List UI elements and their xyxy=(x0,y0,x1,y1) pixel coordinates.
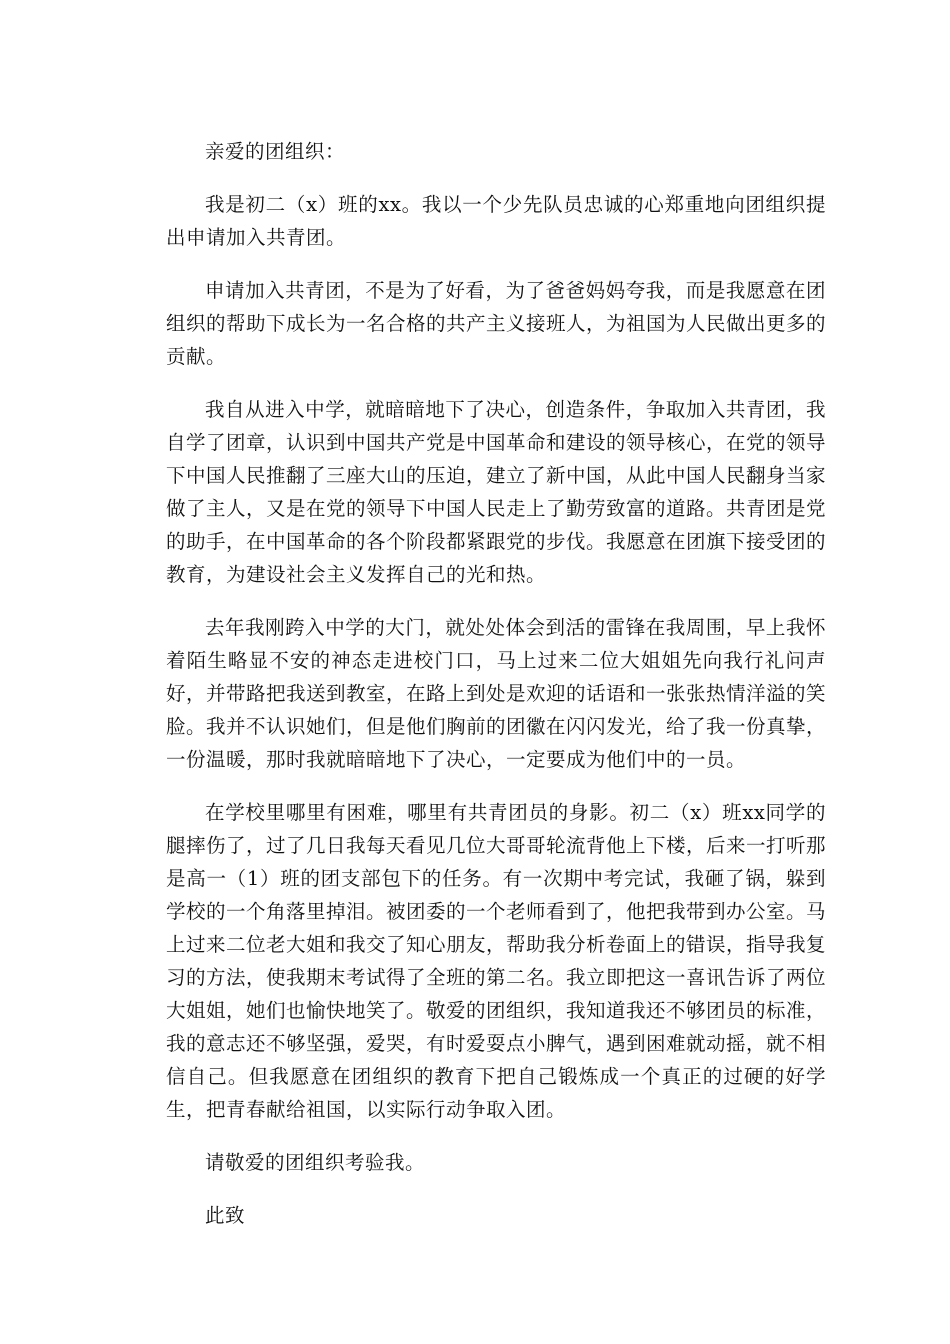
paragraph-intro: 我是初二（x）班的xx。我以一个少先队员忠诚的心郑重地向团组织提出申请加入共青团。 xyxy=(166,193,826,249)
paragraph-self-study: 我自从进入中学，就暗暗地下了决心，创造条件，争取加入共青团，我自学了团章，认识到中国共产党是中国革命和建设的领导核心，在党的领导下中国人民推翻了三座大山的压迫，建立了新中国，从此中国人民翻身当家做了主人，又是在党的领导下中国人民走上了勤劳致富的道路。共青团是党的助手，在中国革命的各个阶段都紧跟党的步伐。我愿意在团旗下接受团的教育，为建设社会主义发挥自己的光和热。 xyxy=(166,398,827,586)
letter-closing: 此致 xyxy=(205,1204,246,1227)
application-letter xyxy=(166,135,826,1232)
paragraph-first-day: 去年我刚跨入中学的大门，就处处体会到活的雷锋在我周围，早上我怀着陌生略显不安的神态走进校门口，马上过来二位大姐姐先向我行礼问声好，并带路把我送到教室，在路上到处是欢迎的话语和一张张热情洋溢的笑脸。我并不认识她们，但是他们胸前的团徽在闪闪发光，给了我一份真挚，一份温暖，那时我就暗暗地下了决心，一定要成为他们中的一员。 xyxy=(166,616,827,771)
paragraph-request: 请敬爱的团组织考验我。 xyxy=(205,1151,426,1174)
letter-salutation: 亲爱的团组织： xyxy=(205,140,346,163)
paragraph-school-help: 在学校里哪里有困难，哪里有共青团员的身影。初二（x）班xx同学的腿摔伤了，过了几日我每天看见几位大哥哥轮流背他上下楼，后来一打听那是高一（1）班的团支部包下的任务。有一次期中考完试，我砸了锅，躲到学校的一个角落里掉泪。被团委的一个老师看到了，他把我带到办公室。马上过来二位老大姐和我交了知心朋友，帮助我分析卷面上的错误，指导我复习的方法，使我期末考试得了全班的第二名。我立即把这一喜讯告诉了两位大姐姐，她们也愉快地笑了。敬爱的团组织，我知道我还不够团员的标准，我的意志还不够坚强，爱哭，有时爱耍点小脾气，遇到困难就动摇，就不相信自己。但我愿意在团组织的教育下把自己锻炼成一个真正的过硬的好学生，把青春献给祖国，以实际行动争取入团。 xyxy=(166,801,827,1121)
paragraph-motivation: 申请加入共青团，不是为了好看，为了爸爸妈妈夸我，而是我愿意在团组织的帮助下成长为一名合格的共产主义接班人，为祖国为人民做出更多的贡献。 xyxy=(166,279,827,368)
